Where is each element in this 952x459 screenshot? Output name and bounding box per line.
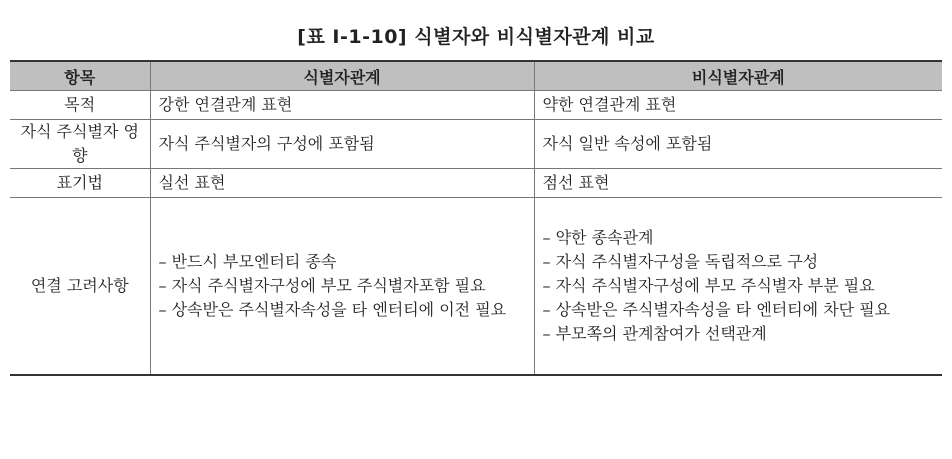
list-item: – 상속받은 주식별자속성을 타 엔터티에 차단 필요: [542, 300, 891, 319]
table-row: [10, 91, 942, 120]
cell-nonidentifying-purpose: 약한 연결관계 표현: [534, 91, 942, 120]
row-label-purpose: 목적: [10, 91, 150, 120]
nonidentifying-consider-list: [543, 226, 935, 346]
list-item: – 자식 주식별자구성에 부모 주식별자 부분 필요: [542, 276, 875, 295]
header-item: 항목: [10, 61, 150, 91]
list-item: – 자식 주식별자구성에 부모 주식별자포함 필요: [158, 276, 486, 295]
list-item: – 자식 주식별자구성을 독립적으로 구성: [542, 252, 819, 271]
list-item: – 상속받은 주식별자속성을 타 엔터티에 이전 필요: [158, 300, 507, 319]
row-label-impact: 자식 주식별자 영향: [10, 120, 150, 169]
comparison-table: [10, 60, 942, 376]
cell-identifying-consider: [150, 198, 534, 376]
table-row: [10, 120, 942, 169]
cell-identifying-purpose: 강한 연결관계 표현: [150, 91, 534, 120]
cell-nonidentifying-impact: 자식 일반 속성에 포함됨: [534, 120, 942, 169]
row-label-notation: 표기법: [10, 169, 150, 198]
cell-identifying-notation: 실선 표현: [150, 169, 534, 198]
header-nonidentifying: 비식별자관계: [534, 61, 942, 91]
cell-nonidentifying-notation: 점선 표현: [534, 169, 942, 198]
row-label-consider: 연결 고려사항: [10, 198, 150, 376]
cell-nonidentifying-consider: [534, 198, 942, 376]
header-identifying: 식별자관계: [150, 61, 534, 91]
list-item: – 반드시 부모엔터티 종속: [158, 252, 337, 271]
identifying-consider-list: [159, 250, 526, 322]
list-item: – 약한 종속관계: [542, 228, 654, 247]
list-item: – 부모쪽의 관계참여가 선택관계: [542, 324, 767, 343]
table-row: [10, 198, 942, 376]
table-row: [10, 169, 942, 198]
cell-identifying-impact: 자식 주식별자의 구성에 포함됨: [150, 120, 534, 169]
header-row: [10, 61, 942, 91]
table-caption: [표 Ⅰ-1-10] 식별자와 비식별자관계 비교: [297, 26, 655, 48]
